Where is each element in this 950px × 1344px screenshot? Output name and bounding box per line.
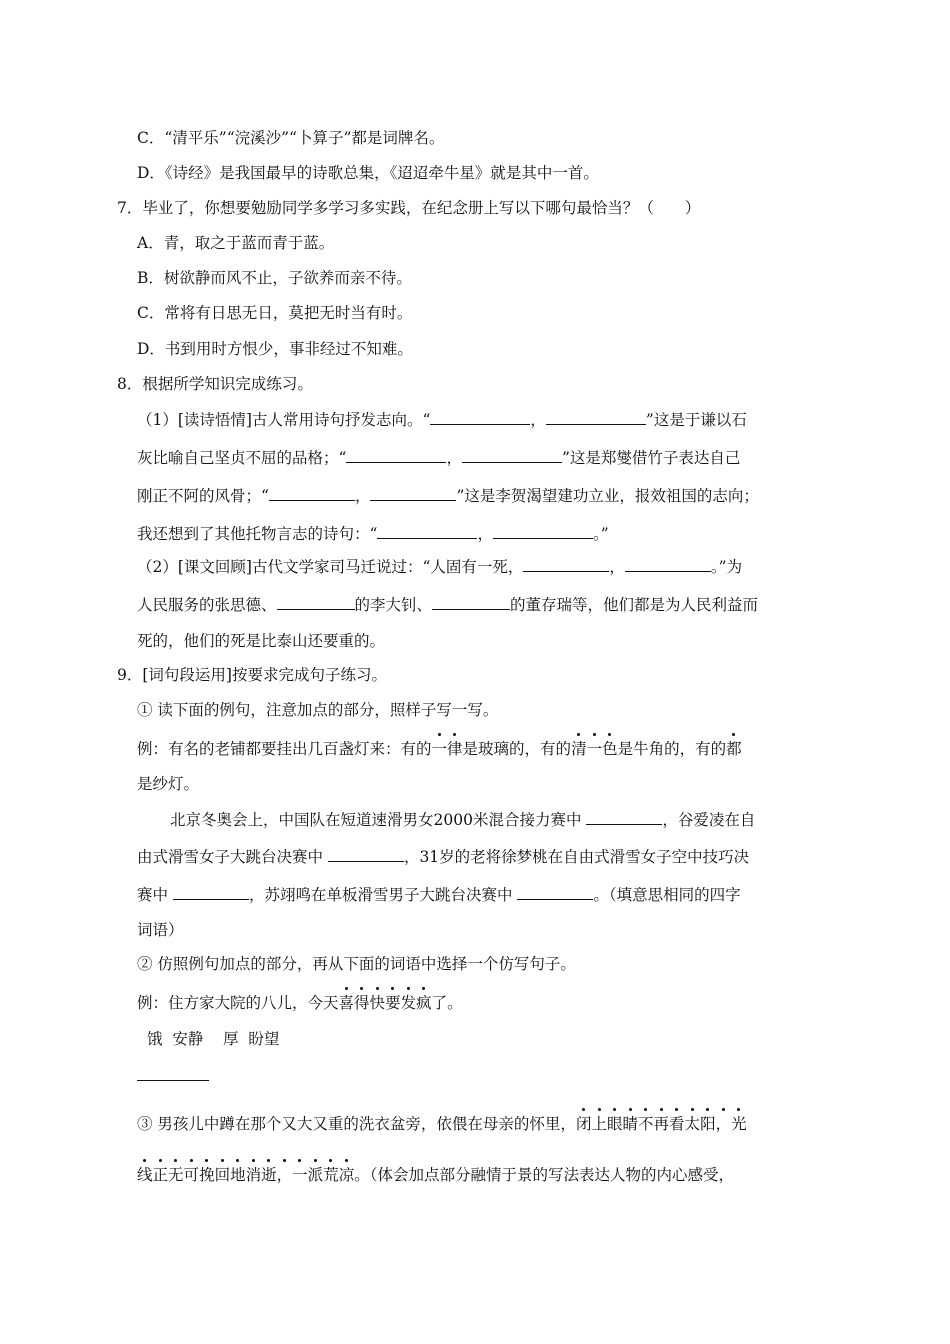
emphasis-char: 凉 — [338, 1166, 355, 1184]
text: 。（填意思相同的四字 — [593, 886, 741, 904]
q7-option-a: A．青，取之于蓝而青于蓝。 — [137, 234, 335, 252]
emphasis-char: 阳 — [700, 1115, 716, 1133]
q8-part1-line4 — [137, 522, 609, 545]
answer-blank[interactable] — [625, 555, 711, 572]
emphasis-char: 眼 — [606, 1115, 623, 1133]
q8-part2-line3: 死的，他们的死是比泰山还要重的。 — [137, 632, 386, 650]
text: 例：有名的老铺都要挂出几百盏灯来：有的 — [137, 740, 432, 758]
emphasis-char: 线 — [137, 1166, 153, 1184]
emphasis-char: 喜 — [338, 994, 355, 1012]
text: ， — [477, 525, 493, 543]
text: ，31岁的老将徐梦桃在自由式滑雪女子空中技巧决 — [403, 848, 750, 866]
emphasis-char: 可 — [183, 1166, 200, 1184]
text: ，苏翊鸣在单板滑雪男子大跳台决赛中 — [248, 886, 518, 904]
q9-example1-line1 — [137, 738, 742, 760]
emphasis-char: 挽 — [199, 1166, 215, 1184]
text: ”这是于谦以石 — [645, 411, 747, 429]
emphasis-char: 得 — [354, 994, 370, 1012]
text: 的董存瑞等，他们都是为人民利益而 — [510, 596, 759, 614]
q7-option-c: C．常将有日思无日，莫把无时当有时。 — [137, 304, 413, 322]
answer-blank[interactable] — [517, 883, 593, 900]
q7-stem: 7．毕业了，你想要勉励同学多学习多实践，在纪念册上写以下哪句最恰当？（ ） — [117, 199, 701, 217]
q6-option-c: C．“清平乐”“浣溪沙”“卜算子”都是词牌名。 — [137, 129, 445, 147]
text: （2）[课文回顾]古代文学家司马迁说过：“人固有一死， — [137, 558, 524, 576]
text: 。（体会加点部分融情于景的写法表达人物的内心感受， — [354, 1166, 734, 1184]
text: ”这是郑燮借竹子表达自己 — [561, 449, 741, 467]
text: 例：住方家大院的八儿，今天 — [137, 994, 339, 1012]
emphasis-char: 看 — [669, 1115, 685, 1133]
q9-sub3-line2 — [137, 1164, 734, 1186]
answer-blank[interactable] — [462, 446, 562, 463]
emphasis-char: 无 — [168, 1166, 184, 1184]
text: ， — [609, 558, 625, 576]
emphasis-char: 闭 — [575, 1115, 592, 1133]
text: （1）[读诗悟情]古人常用诗句抒发志向。“ — [137, 411, 431, 429]
emphasis-char: 正 — [152, 1166, 169, 1184]
emphasis-char: 律 — [447, 740, 463, 758]
text: ， — [446, 449, 462, 467]
emphasis-char: 清 — [571, 740, 587, 758]
text: ， — [530, 411, 546, 429]
emphasis-char: 睛 — [622, 1115, 638, 1133]
text: 北京冬奥会上，中国队在短道速滑男女2000米混合接力赛中 — [170, 811, 587, 829]
emphasis-char: 荒 — [323, 1166, 339, 1184]
answer-blank[interactable] — [346, 446, 446, 463]
emphasis-char: ， — [276, 1166, 293, 1184]
dotted-text — [571, 740, 618, 758]
dotted-text — [726, 740, 742, 758]
emphasis-char: 再 — [653, 1115, 670, 1133]
emphasis-char: 色 — [602, 740, 618, 758]
emphasis-char: 逝 — [261, 1166, 277, 1184]
q9-paragraph-line1 — [170, 808, 755, 831]
text: 刚正不阿的风骨；“ — [137, 487, 269, 505]
text: ③ 男孩儿中蹲在那个又大又重的洗衣盆旁，依偎在母亲的怀里， — [137, 1115, 576, 1133]
answer-blank[interactable] — [546, 408, 646, 425]
emphasis-char: 疯 — [416, 994, 432, 1012]
emphasis-char: 太 — [684, 1115, 701, 1133]
dotted-text — [339, 994, 432, 1012]
answer-blank[interactable] — [430, 408, 530, 425]
dotted-text — [432, 740, 463, 758]
text: 灰比喻自己坚贞不屈的品格；“ — [137, 449, 347, 467]
text: 我还想到了其他托物言志的诗句：“ — [137, 525, 378, 543]
q8-part1-line3 — [137, 484, 759, 507]
q8-part1-line2 — [137, 446, 740, 469]
q9-sub3-line1 — [137, 1113, 747, 1135]
text: 由式滑雪女子大跳台决赛中 — [137, 848, 328, 866]
dotted-text — [576, 1115, 747, 1133]
text: 是牛角的，有的 — [617, 740, 727, 758]
q9-example2 — [137, 992, 463, 1014]
word-options: 饿 安静 厚 盼望 — [147, 1030, 280, 1048]
answer-blank[interactable] — [277, 593, 355, 610]
text: 是玻璃的，有的 — [462, 740, 572, 758]
q9-sub1: ① 读下面的例句，注意加点的部分，照样子写一写。 — [137, 701, 499, 719]
q6-option-d: D．《诗经》是我国最早的诗歌总集，《迢迢牵牛星》就是其中一首。 — [137, 164, 599, 182]
q8-part1-line1 — [137, 408, 747, 431]
q7-option-d: D．书到用时方恨少，事非经过不知难。 — [137, 340, 413, 358]
emphasis-char: 回 — [214, 1166, 231, 1184]
emphasis-char: 地 — [230, 1166, 246, 1184]
emphasis-char: 快 — [369, 994, 386, 1012]
emphasis-char: 发 — [400, 994, 417, 1012]
text: ”这是李贺渴望建功立业，报效祖国的志向； — [456, 487, 759, 505]
q7-option-b: B．树欲静而风不止，子欲养而亲不待。 — [137, 269, 412, 287]
text: ， — [354, 487, 371, 505]
q9-paragraph-line3 — [137, 883, 741, 906]
q8-part2-line1 — [137, 555, 742, 578]
emphasis-char: 消 — [245, 1166, 262, 1184]
q9-sub2: ② 仿照例句加点的部分，再从下面的词语中选择一个仿写句子。 — [137, 955, 576, 973]
q9-stem: 9．[词句段运用]按要求完成句子练习。 — [117, 666, 387, 684]
answer-line[interactable] — [137, 1080, 209, 1081]
text: 人民服务的张思德、 — [137, 596, 277, 614]
text: 了。 — [431, 994, 463, 1012]
q9-paragraph-line2 — [137, 845, 749, 868]
emphasis-char: 一 — [586, 740, 603, 758]
answer-blank[interactable] — [328, 845, 404, 862]
q8-part2-line2 — [137, 593, 758, 616]
answer-blank[interactable] — [493, 522, 593, 539]
emphasis-char: 不 — [638, 1115, 654, 1133]
q9-example1-line2: 是纱灯。 — [137, 775, 200, 793]
emphasis-char: 都 — [726, 740, 742, 758]
text: ，谷爱凌在自 — [662, 811, 756, 829]
text: 。”为 — [710, 558, 743, 576]
emphasis-char: ， — [715, 1115, 732, 1133]
answer-blank[interactable] — [269, 484, 355, 501]
q8-stem: 8．根据所学知识完成练习。 — [117, 375, 313, 393]
emphasis-char: 一 — [431, 740, 448, 758]
emphasis-char: 要 — [385, 994, 401, 1012]
text: 的李大钊、 — [354, 596, 433, 614]
answer-blank[interactable] — [586, 808, 662, 825]
q9-paragraph-line4: 词语） — [137, 921, 184, 939]
dotted-text — [137, 1166, 354, 1184]
answer-blank[interactable] — [173, 883, 249, 900]
text: 赛中 — [137, 886, 173, 904]
answer-blank[interactable] — [432, 593, 510, 610]
answer-blank[interactable] — [523, 555, 609, 572]
text: 。” — [592, 525, 609, 543]
answer-blank[interactable] — [370, 484, 456, 501]
emphasis-char: 一 — [292, 1166, 308, 1184]
answer-blank[interactable] — [377, 522, 477, 539]
emphasis-char: 派 — [307, 1166, 324, 1184]
emphasis-char: 上 — [591, 1115, 607, 1133]
emphasis-char: 光 — [731, 1115, 747, 1133]
